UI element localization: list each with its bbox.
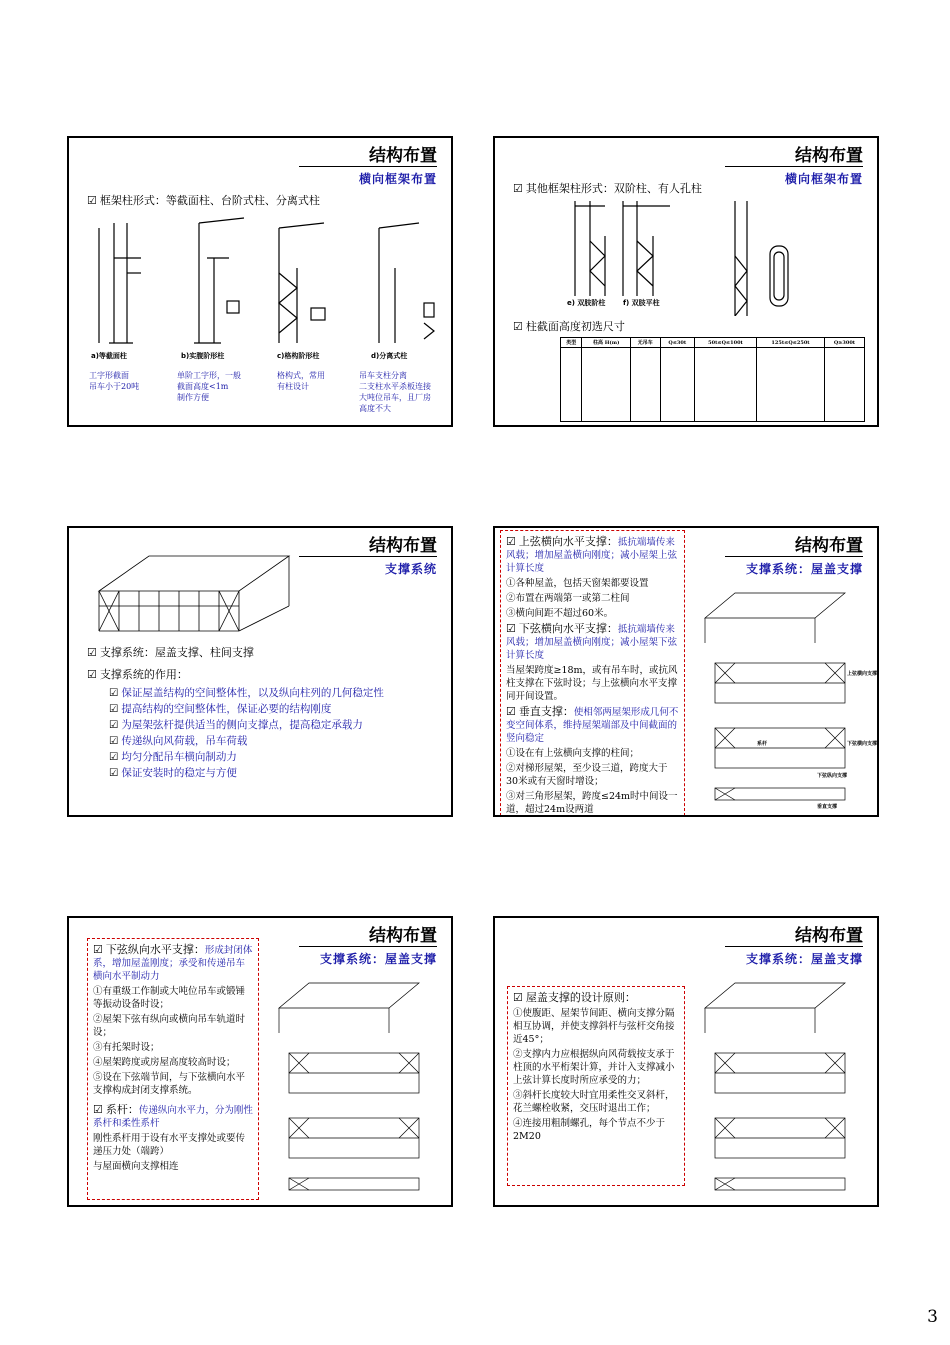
b3-desc: 使相邻两屋架形成几何不变空间体系，维持屋架端部及中间截面的竖向稳定 xyxy=(506,707,679,744)
b1-head: ☑ 上弦横向水平支撑： xyxy=(506,535,618,548)
bracing-role-list xyxy=(109,685,429,781)
b1-item-2: ②布置在两端第一或第二柱间 xyxy=(506,593,630,604)
roof-bracing-text-box xyxy=(500,530,685,816)
section-height-table xyxy=(560,337,865,422)
bullet-column-types: ☑ 框架柱形式：等截面柱、台阶式柱、分离式柱 xyxy=(87,192,320,208)
page-number: 3 xyxy=(927,1307,938,1327)
design-principles-box xyxy=(507,986,685,1186)
b1-desc: 抵抗端墙传来风载；增加屋盖横向刚度；减小屋架上弦计算长度 xyxy=(506,537,678,574)
b1-item-1: ①各种屋盖，包括天窗架都要设置 xyxy=(506,578,649,589)
caption-f: f) 双肢平柱 xyxy=(623,299,660,307)
b1-item-4: ④屋架跨度或房屋高度较高时设； xyxy=(93,1057,236,1068)
slide-title: 结构布置 xyxy=(725,536,863,557)
th-q300: Q≥300t xyxy=(824,338,864,348)
bullet-other-columns: ☑ 其他框架柱形式：双阶柱、有人孔柱 xyxy=(513,180,702,196)
principle-2: ②支撑内力应根据纵向风荷载按支承于柱顶的水平桁架计算，并计入支撑减小上弦计算长度时所应承受的力； xyxy=(513,1049,675,1086)
note-a: 工字形截面 吊车小于20吨 xyxy=(89,371,140,391)
double-column-diagrams xyxy=(495,196,879,316)
slide-subtitle: 支撑系统：屋盖支撑 xyxy=(319,952,437,966)
b3-item-1: ①设在有上弦横向支撑的柱间； xyxy=(506,748,640,759)
slide-roof-bracing-principles xyxy=(493,916,879,1207)
bullet-section-height: ☑ 柱截面高度初选尺寸 xyxy=(513,318,625,334)
caption-e: e) 双肢阶柱 xyxy=(567,299,606,307)
b2-head: ☑ 系杆： xyxy=(93,1103,139,1116)
b1-item-1: ①有重级工作制或大吨位吊车或锻锤等振动设备时设； xyxy=(93,986,246,1010)
slide-frame-columns xyxy=(67,136,453,427)
slide-subtitle: 支撑系统：屋盖支撑 xyxy=(745,952,863,966)
principle-1: ①使腹距、屋架节间距、横向支撑分隔相互协调，并使支撑斜杆与弦杆交角接近45°； xyxy=(513,1008,675,1045)
bullet-bracing-role: ☑ 支撑系统的作用： xyxy=(87,666,188,682)
label-tie-bar: 系杆 xyxy=(757,741,768,747)
b2-head: ☑ 下弦横向水平支撑： xyxy=(506,622,618,635)
b2-text: 刚性系杆用于设有水平支撑处或要传递压力处（端跨） xyxy=(93,1133,246,1157)
list-item: ☑ 提高结构的空间整体性，保证必要的结构刚度 xyxy=(109,701,429,717)
slide-title: 结构布置 xyxy=(725,146,863,167)
caption-c: c)格构阶形柱 xyxy=(277,352,320,360)
b1-item-2: ②屋架下弦有纵向或横向吊车轨道时设； xyxy=(93,1014,246,1038)
roof-bracing-plan-diagram xyxy=(695,583,878,813)
b2-text: 当屋架跨度≥18m，或有吊车时，或抗风柱支撑在下弦时设；与上弦横向水平支撑同开间设置。 xyxy=(506,665,678,702)
b1-item-5: ⑤设在下弦端节间，与下弦横向水平支撑构成封闭支撑系统。 xyxy=(93,1072,246,1096)
th-q125: 125t≤Q≤250t xyxy=(757,338,825,348)
b3-item-2: ②对梯形屋架，至少设三道，跨度大于30米或有天窗时增设； xyxy=(506,763,668,787)
slide-subtitle: 横向框架布置 xyxy=(358,172,437,186)
th-q50: 50t≤Q≤100t xyxy=(694,338,756,348)
th-no-crane: 无吊车 xyxy=(630,338,660,348)
label-longitudinal-bracing: 下弦纵向支撑 xyxy=(817,773,848,779)
b2-desc: 抵抗端墙传来风载；增加屋盖横向刚度；减小屋架下弦计算长度 xyxy=(506,624,678,661)
building-3d-diagram xyxy=(89,536,319,636)
note-b: 单阶工字形，一般 截面高度<1m 制作方便 xyxy=(177,371,241,402)
b1-head: ☑ 下弦纵向水平支撑： xyxy=(93,943,205,956)
th-type: 类型 xyxy=(561,338,582,348)
b3-item-3: ③对三角形屋架，跨度≤24m时中间设一道，超过24m设两道 xyxy=(506,791,678,815)
caption-b: b)实腹阶形柱 xyxy=(181,352,225,360)
bullet-bracing-types: ☑ 支撑系统：屋盖支撑、柱间支撑 xyxy=(87,644,254,660)
principle-4: ④连接用粗制螺孔，每个节点不少于2M20 xyxy=(513,1118,666,1142)
slide-title: 结构布置 xyxy=(299,536,437,557)
label-lower-bracing: 下弦横向支撑 xyxy=(847,741,878,747)
roof-bracing-plan-diagram xyxy=(269,973,449,1203)
list-item: ☑ 保证屋盖结构的空间整体性，以及纵向柱列的几何稳定性 xyxy=(109,685,429,701)
slide-title: 结构布置 xyxy=(299,146,437,167)
b2-desc: 传递纵向水平力，分为刚性系杆和柔性系杆 xyxy=(93,1105,253,1129)
th-height: 柱高 H(m) xyxy=(582,338,631,348)
list-item: ☑ 传递纵向风荷载，吊车荷载 xyxy=(109,733,429,749)
caption-d: d)分离式柱 xyxy=(371,352,408,360)
slide-roof-bracing-1 xyxy=(493,526,879,817)
slide-title: 结构布置 xyxy=(299,926,437,947)
lower-longitudinal-text-box xyxy=(87,938,259,1200)
th-q30: Q≤30t xyxy=(660,338,694,348)
slide-bracing-system xyxy=(67,526,453,817)
roof-bracing-plan-diagram xyxy=(695,973,875,1203)
note-c: 格构式，常用 有柱设计 xyxy=(277,371,325,391)
b1-desc: 形成封闭体系，增加屋盖刚度；承受和传递吊车横向水平制动力 xyxy=(93,945,253,982)
slide-subtitle: 横向框架布置 xyxy=(784,172,863,186)
note-d: 吊车支柱分离 二支柱水平杀板连接 大吨位吊车，且厂房 高度不大 xyxy=(359,371,431,413)
caption-a: a)等截面柱 xyxy=(91,352,127,360)
label-upper-bracing: 上弦横向支撑 xyxy=(847,671,878,677)
b2-text2: 与屋面横向支撑相连 xyxy=(93,1161,179,1172)
slide-other-columns xyxy=(493,136,879,427)
slide-title: 结构布置 xyxy=(725,926,863,947)
slide-subtitle: 支撑系统 xyxy=(384,562,437,576)
b1-item-3: ③有托架时设； xyxy=(93,1042,160,1053)
b1-item-3: ③横向间距不超过60米。 xyxy=(506,608,614,619)
label-vertical-bracing: 垂直支撑 xyxy=(817,804,838,810)
column-diagrams xyxy=(69,213,453,363)
list-item: ☑ 保证安装时的稳定与方便 xyxy=(109,765,429,781)
b3-head: ☑ 垂直支撑： xyxy=(506,705,574,718)
principle-3: ③斜杆长度较大时宜用柔性交叉斜杆，花兰螺栓收紧，交压时退出工作； xyxy=(513,1090,675,1114)
slide-subtitle: 支撑系统：屋盖支撑 xyxy=(745,562,863,576)
principles-head: ☑ 屋盖支撑的设计原则： xyxy=(513,991,636,1004)
slide-roof-bracing-2 xyxy=(67,916,453,1207)
list-item: ☑ 为屋架弦杆提供适当的侧向支撑点，提高稳定承载力 xyxy=(109,717,429,733)
list-item: ☑ 均匀分配吊车横向制动力 xyxy=(109,749,429,765)
